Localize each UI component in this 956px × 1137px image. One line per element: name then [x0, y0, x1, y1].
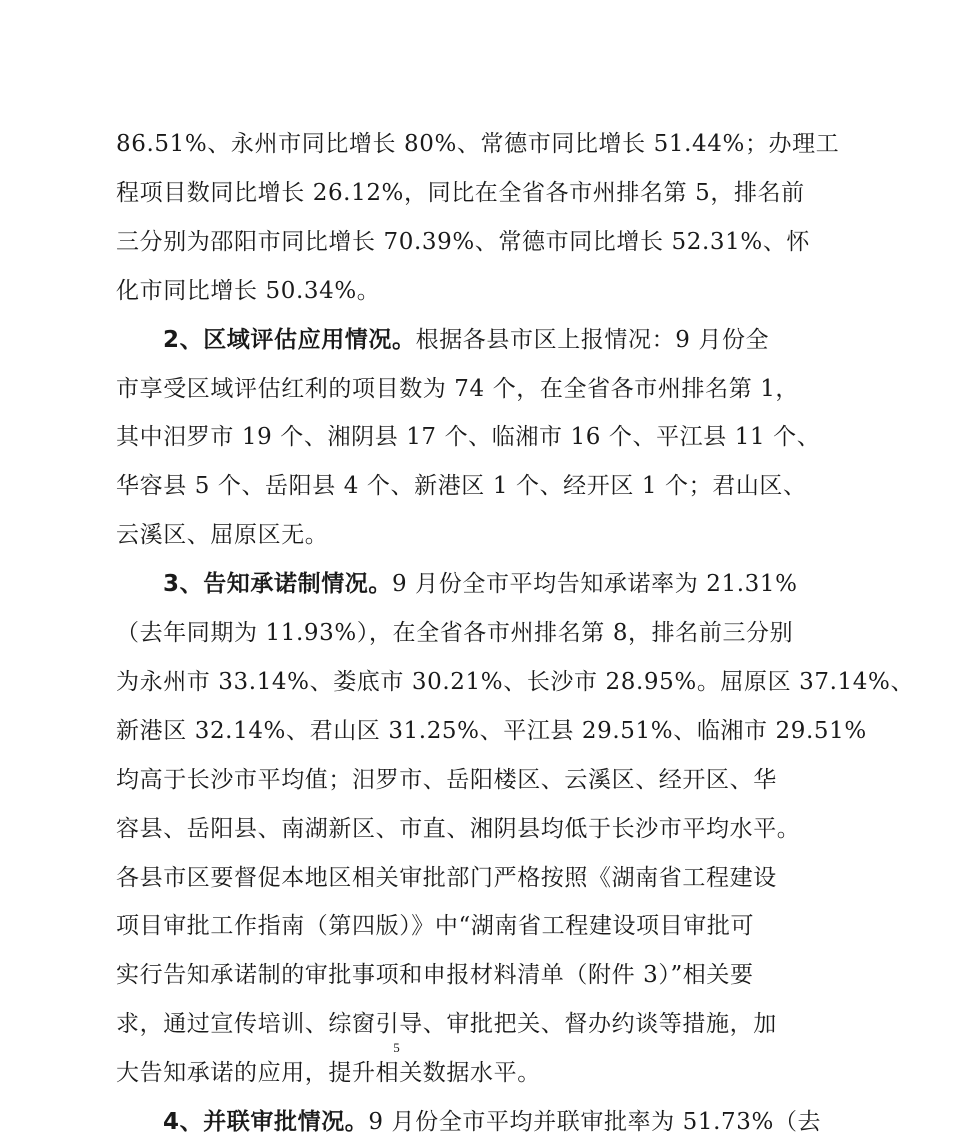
text-span: 根据各县市区上报情况：9 月份全 [415, 327, 770, 353]
text-line: 新港区 32.14%、君山区 31.25%、平江县 29.51%、临湘市 29.51% [116, 718, 867, 744]
section-heading: 3、告知承诺制情况。 [163, 571, 393, 597]
text-line: 86.51%、永州市同比增长 80%、常德市同比增长 51.44%；办理工 [116, 131, 840, 157]
text-line: 程项目数同比增长 26.12%，同比在全省各市州排名第 5，排名前 [116, 180, 805, 206]
text-line: 其中汨罗市 19 个、湘阴县 17 个、临湘市 16 个、平江县 11 个、 [116, 424, 821, 450]
text-line: 求，通过宣传培训、综窗引导、审批把关、督办约谈等措施，加 [116, 1011, 777, 1037]
paragraph-first-line [0, 569, 956, 599]
text-line: 项目审批工作指南（第四版）》中“湖南省工程建设项目审批可 [116, 913, 755, 939]
paragraph-first-line [0, 325, 956, 355]
text-line: 大告知承诺的应用，提升相关数据水平。 [116, 1060, 541, 1086]
text-line: 容县、岳阳县、南湖新区、市直、湘阴县均低于长沙市平均水平。 [116, 816, 801, 842]
text-span: 9 月份全市平均告知承诺率为 21.31% [392, 571, 798, 597]
text-line: 市享受区域评估红利的项目数为 74 个，在全省各市州排名第 1， [116, 376, 800, 402]
text-line: 各县市区要督促本地区相关审批部门严格按照《湖南省工程建设 [116, 865, 777, 891]
page-number: 5 [393, 1040, 400, 1055]
text-line: （去年同期为 11.93%），在全省各市州排名第 8，排名前三分别 [116, 620, 794, 646]
text-line: 三分别为邵阳市同比增长 70.39%、常德市同比增长 52.31%、怀 [116, 229, 811, 255]
text-line: 化市同比增长 50.34%。 [116, 278, 381, 304]
paragraph-first-line [0, 1107, 956, 1137]
text-span: 9 月份全市平均并联审批率为 51.73%（去 [368, 1109, 822, 1135]
section-heading: 2、区域评估应用情况。 [163, 327, 416, 353]
text-line: 均高于长沙市平均值；汨罗市、岳阳楼区、云溪区、经开区、华 [116, 767, 777, 793]
text-line: 华容县 5 个、岳阳县 4 个、新港区 1 个、经开区 1 个；君山区、 [116, 473, 807, 499]
section-heading: 4、并联审批情况。 [163, 1109, 369, 1135]
text-line: 实行告知承诺制的审批事项和申报材料清单（附件 3）”相关要 [116, 962, 754, 988]
text-line: 为永州市 33.14%、娄底市 30.21%、长沙市 28.95%。屈原区 37.14%、 [116, 669, 915, 695]
text-line: 云溪区、屈原区无。 [116, 522, 329, 548]
